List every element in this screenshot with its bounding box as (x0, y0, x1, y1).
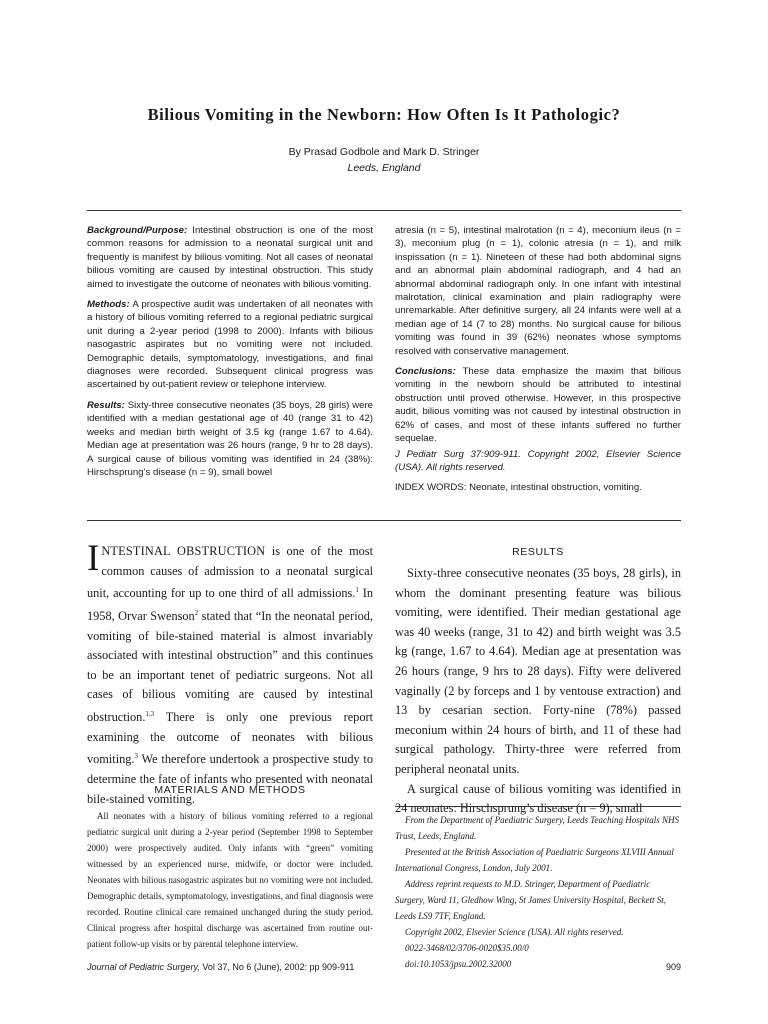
results-heading: RESULTS (512, 546, 564, 558)
abstract-left-column (87, 224, 373, 486)
article-title: Bilious Vomiting in the Newborn: How Often Is It Pathologic? (147, 105, 621, 124)
journal-name: Journal of Pediatric Surgery, (87, 962, 200, 972)
abstract-methods (87, 298, 373, 392)
results-paragraph: Sixty-three consecutive neonates (35 boys, 28 girls), in whom the dominant presenting feature was bilious vomiting, were identified. Their median gestational age was 40 weeks (range, 31 to 42) and birth weight was 3.5 kg (range, 1.67 to 4.64). Median age at presentation was 26 hours (range, 9 hrs to 28 days). Fifty were delivered vaginally (2 by forceps and 1 by ventouse extraction) and 13 by cesarian section. Forty-nine (78%) passed meconium within 24 hours of birth, and 11 of these had surgical pathology. Thirty-three were referred from peripheral neonatal units. (395, 566, 681, 776)
results-label: Results: (87, 399, 125, 411)
abstract-right-column (395, 224, 681, 502)
abstract-citation: J Pediatr Surg 37:909-911. Copyright 2002, Elsevier Science (USA). All rights reserved. (395, 448, 681, 473)
intro-lead-caps: NTESTINAL OBSTRUCTION (101, 544, 266, 558)
note-address: Address reprint requests to M.D. Stringer, Department of Paediatric Surgery, Ward 11, Gledhow Wing, St James University Hospital, Beckett St, Leeds LS9 7TF, England. (395, 879, 667, 921)
author-notes (395, 812, 681, 972)
note-presented: Presented at the British Association of Paediatric Surgeons XLVIII Annual International Congress, London, July 2001. (395, 847, 674, 873)
methods-text: A prospective audit was undertaken of all neonates with a history of bilious vomiting referred to a regional pediatric surgical unit during a 2-year period (1998 to 2000). Infants with bilious nasogastric aspirates but no vomiting were not included. Demographic details, symptomatology, investigations, and final diagnoses were recorded. Subsequent clinical progress was ascertained by out-patient review or telephone interview. (87, 299, 373, 391)
methods-label: Methods: (87, 299, 130, 311)
results-text: Sixty-three consecutive neonates (35 boys, 28 girls) were identified with a median gestational age of 40 (range 31 to 42) weeks and median birth weight of 3.5 kg (range 1.67 to 4.64). Median age at presentation was 26 hours (range, 9 hr to 28 days). A surgical cause of bilious vomiting was identified in 24 (38%): Hirschsprung’s disease (n = 9), small bowel (87, 399, 373, 478)
conclusions-label: Conclusions: (395, 366, 456, 378)
citation-ref: 1,3 (145, 709, 155, 718)
citation-ref: 1 (355, 586, 359, 595)
note-department: From the Department of Paediatric Surgery, Leeds Teaching Hospitals NHS Trust, Leeds, England. (395, 815, 679, 841)
background-text: Intestinal obstruction is one of the most common reasons for admission to a neonatal surgical unit and frequently is manifest by bilious vomiting. Not all cases of neonatal bilious vomiting are caused by intestinal obstruction. This study aimed to investigate the outcome of neonates with bilious vomiting. (87, 225, 373, 290)
abstract-bottom-rule (87, 520, 681, 521)
methods-heading: MATERIALS AND METHODS (154, 784, 306, 796)
results-paragraph: A surgical cause of bilious vomiting was identified in 24 neonates: Hirschsprung’s disease (n = 9), small (395, 781, 681, 816)
author-byline: By Prasad Godbole and Mark D. Stringer (288, 146, 480, 158)
index-words: INDEX WORDS: Neonate, intestinal obstruction, vomiting. (395, 482, 642, 494)
journal-details: Vol 37, No 6 (June), 2002: pp 909-911 (199, 962, 355, 972)
note-issn: 0022-3468/02/3706-0020$35.00/0 (405, 943, 529, 953)
abstract-conclusions (395, 365, 681, 445)
citation-ref: 2 (194, 608, 199, 617)
journal-footer (87, 962, 354, 972)
page-number: 909 (665, 962, 681, 972)
footnote-rule (395, 806, 681, 807)
conclusions-text: These data emphasize the maxim that bilious vomiting in the newborn should be attributed to intestinal obstruction until proved otherwise. However, in this prospective audit, bilious vomiting was not caused by intestinal obstruction in 62% of cases, and most of these infants suffered no further sequelae. (395, 366, 681, 445)
abstract-results (87, 399, 373, 479)
abstract-background (87, 224, 373, 291)
methods-text: All neonates with a history of bilious vomiting referred to a regional pediatric surgical unit during a 2-year period (September 1998 to September 2000) were prospectively audited. Only infants with “green” vomiting witnessed by an experienced nurse, midwife, or doctor were included. Neonates with bilious nasogastric aspirates but no vomiting were not included. Demographic details, symptomatology, investigations, and final diagnosis were recorded. Routine clinical care remained unchanged during the study period. Clinical progress after hospital discharge was ascertained from routine out-patient follow-up visits or by parental telephone interview. (87, 811, 373, 949)
note-doi: doi:10.1053/jpsu.2002.32000 (405, 959, 512, 969)
results-text (395, 564, 681, 819)
citation-ref: 3 (134, 752, 138, 761)
abstract-results-continued: atresia (n = 5), intestinal malrotation (n = 4), meconium ileus (n = 3), meconium plug (n = 1), colonic atresia (n = 1), and milk inspissation (n = 1). Nineteen of these had both abdominal signs and an abnormal plain abdominal radiograph, and 4 had an abnormal abdominal radiograph only. In one infant with intestinal malrotation, clinical examination and plain radiography were unremarkable. After definitive surgery, all 24 infants were well at a median age of 14 (7 to 28) months. No surgical cause for bilious vomiting was found in 39 (62%) neonates whose symptoms resolved with conservative management. (395, 225, 681, 357)
author-affiliation: Leeds, England (347, 162, 421, 174)
dropcap-letter: I (87, 538, 100, 579)
abstract-top-rule (87, 210, 681, 211)
note-copyright: Copyright 2002, Elsevier Science (USA). All rights reserved. (405, 927, 624, 937)
background-label: Background/Purpose: (87, 225, 188, 236)
introduction-text: INTESTINAL OBSTRUCTION is one of the most common causes of admission to a neonatal surgical unit, accounting for up to one third of all admissions.$^1$ In 1958, Orvar Swenson$^2$ stated that “In the neonatal period, vomiting of bile-stained material is almost invariably associated with intestinal obstruction” and this continues to be an important tenet of pediatric surgeons. Not all cases of bilious vomiting are caused by intestinal obstruction.$^{1,3}$ There is only one previous report examining the outcome of neonates with bilious vomiting.$^3$ We therefore undertook a prospective study to determine the fate of infants who presented with neonatal bile-stained vomiting. (87, 538, 374, 806)
